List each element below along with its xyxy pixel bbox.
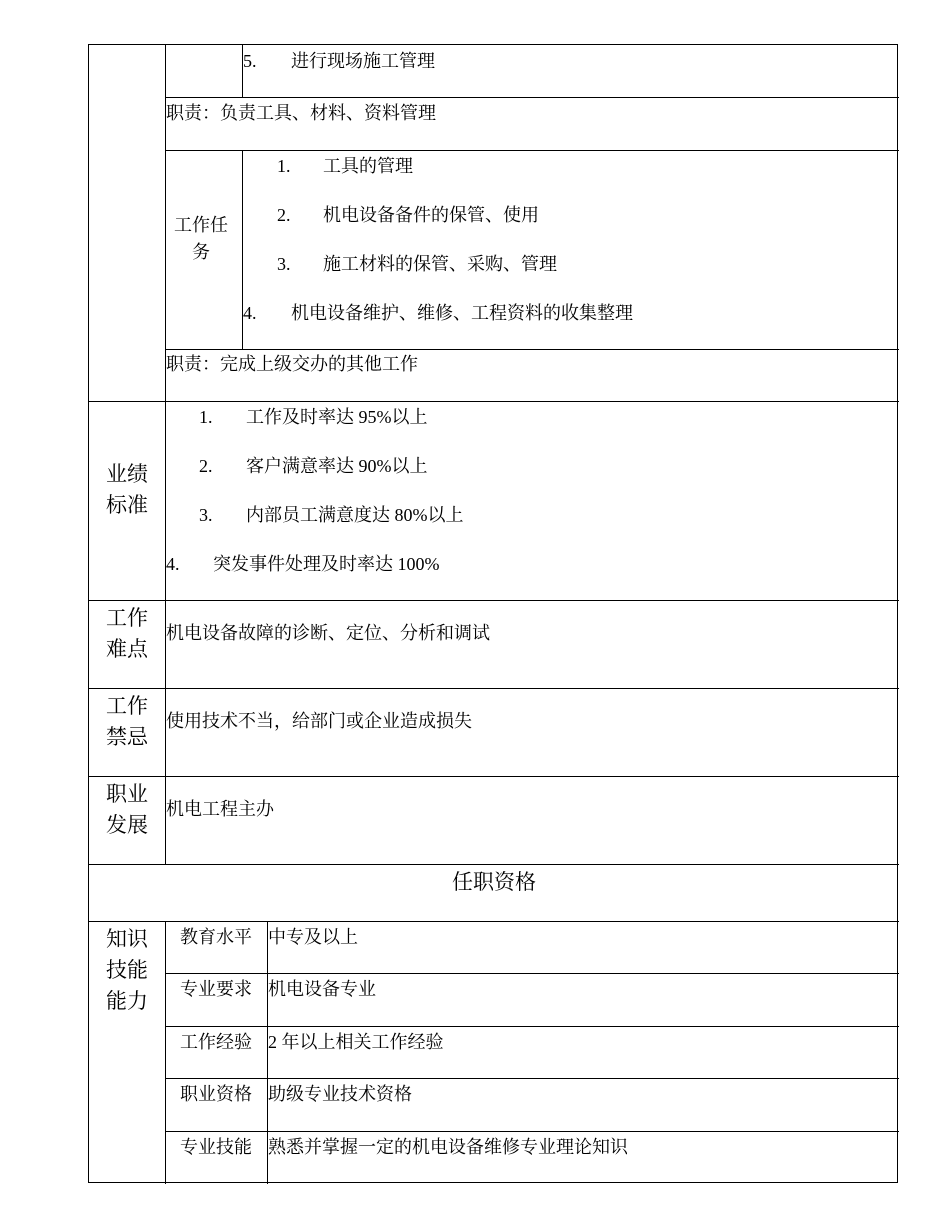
task-text: 进行现场施工管理 xyxy=(291,51,435,71)
standard-number: 4. xyxy=(166,554,180,574)
qualification-label: 职业资格 xyxy=(180,1084,252,1104)
job-description-table xyxy=(88,44,898,1183)
row-divider xyxy=(89,921,899,922)
qualifications-title: 任职资格 xyxy=(452,870,536,894)
task-text: 机电设备备件的保管、使用 xyxy=(323,205,539,225)
qualification-value: 2 年以上相关工作经验 xyxy=(268,1032,444,1052)
career-text: 机电工程主办 xyxy=(166,799,274,819)
row-divider xyxy=(89,600,899,601)
qualification-label: 工作经验 xyxy=(180,1032,252,1052)
row-divider xyxy=(89,688,899,689)
work-tasks-label: 工作任务 xyxy=(174,215,228,262)
qualification-label: 教育水平 xyxy=(180,927,252,947)
knowledge-skills-label: 知识技能能力 xyxy=(106,927,148,1013)
task-number: 4. xyxy=(243,303,257,323)
row-divider xyxy=(166,97,899,98)
task-text: 机电设备维护、维修、工程资料的收集整理 xyxy=(291,303,633,323)
taboo-label: 工作禁忌 xyxy=(106,694,148,749)
standard-number: 3. xyxy=(199,505,213,525)
qualification-label: 专业要求 xyxy=(180,979,252,999)
standard-number: 2. xyxy=(199,456,213,476)
career-label: 职业发展 xyxy=(106,782,148,837)
task-number: 5. xyxy=(243,51,257,71)
performance-label: 业绩标准 xyxy=(106,462,148,517)
qualification-value: 机电设备专业 xyxy=(268,979,376,999)
task-text: 工具的管理 xyxy=(323,156,413,176)
row-divider xyxy=(166,973,899,974)
responsibility-text: 职责：完成上级交办的其他工作 xyxy=(166,354,418,374)
task-number: 3. xyxy=(277,254,291,274)
taboo-text: 使用技术不当，给部门或企业造成损失 xyxy=(166,711,472,731)
difficulty-text: 机电设备故障的诊断、定位、分析和调试 xyxy=(166,623,490,643)
column-divider xyxy=(165,45,166,864)
row-divider xyxy=(166,1026,899,1027)
difficulty-label: 工作难点 xyxy=(106,606,148,661)
row-divider xyxy=(89,864,899,865)
row-divider xyxy=(166,150,899,151)
qualification-value: 助级专业技术资格 xyxy=(268,1084,412,1104)
row-divider xyxy=(166,349,899,350)
row-divider xyxy=(89,401,899,402)
qualification-value: 中专及以上 xyxy=(268,927,358,947)
row-divider xyxy=(166,1078,899,1079)
standard-text: 内部员工满意度达 80%以上 xyxy=(246,505,464,525)
row-divider xyxy=(89,776,899,777)
standard-text: 突发事件处理及时率达 100% xyxy=(213,554,440,574)
task-text: 施工材料的保管、采购、管理 xyxy=(323,254,557,274)
task-number: 1. xyxy=(277,156,291,176)
responsibility-text: 职责：负责工具、材料、资料管理 xyxy=(166,103,436,123)
row-divider xyxy=(166,1131,899,1132)
standard-text: 客户满意率达 90%以上 xyxy=(246,456,428,476)
qualification-value: 熟悉并掌握一定的机电设备维修专业理论知识 xyxy=(268,1137,628,1157)
standard-number: 1. xyxy=(199,407,213,427)
qualification-label: 专业技能 xyxy=(180,1137,252,1157)
standard-text: 工作及时率达 95%以上 xyxy=(246,407,428,427)
task-number: 2. xyxy=(277,205,291,225)
